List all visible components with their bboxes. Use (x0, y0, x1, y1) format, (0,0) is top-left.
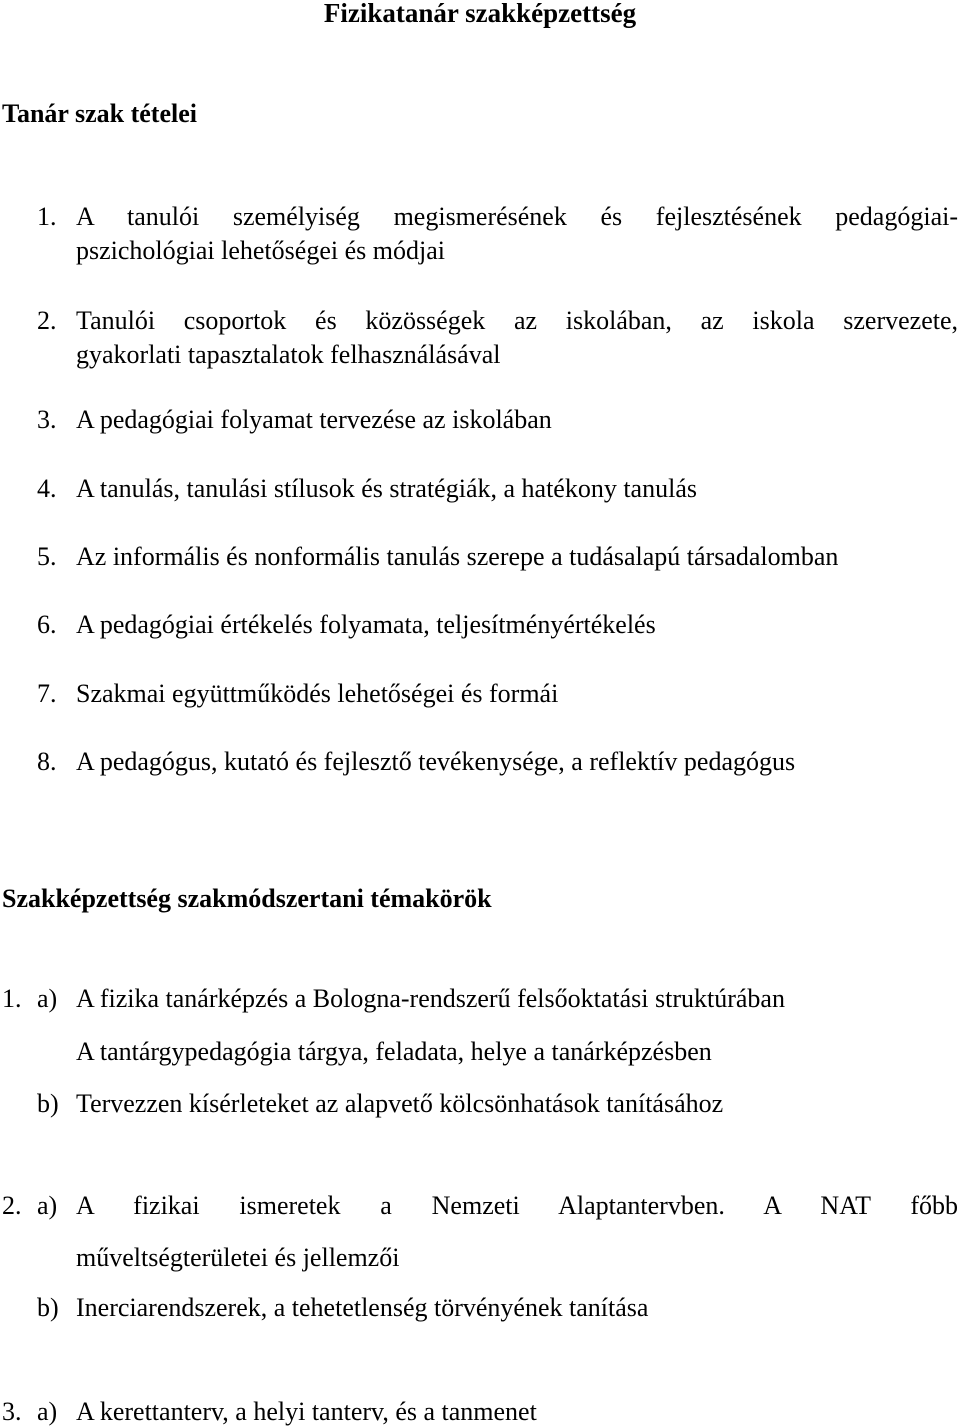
section-heading-tanar-szak: Tanár szak tételei (2, 99, 197, 128)
topic-part-text-continued: A tantárgypedagógia tárgya, feladata, helye a tanárképzésben (76, 1037, 712, 1066)
list-item-text: Tanulói csoportok és közösségek az iskolában, az iskola szervezete, (76, 306, 958, 335)
topic-part-label: b) (37, 1293, 59, 1322)
topic-part-text: A fizika tanárképzés a Bologna-rendszerű felsőoktatási struktúrában (76, 984, 785, 1013)
topic-part-label: a) (37, 984, 58, 1013)
list-item-number: 4. (37, 474, 57, 503)
list-item-text: A tanulás, tanulási stílusok és stratégiák, a hatékony tanulás (76, 474, 697, 503)
topic-part-text: A fizikai ismeretek a Nemzeti Alaptantervben. A NAT főbb (76, 1191, 958, 1220)
topic-number: 1. (2, 984, 22, 1013)
list-item-number: 5. (37, 542, 57, 571)
list-item-number: 1. (37, 202, 57, 231)
topic-part-text: Tervezzen kísérleteket az alapvető kölcsönhatások tanításához (76, 1089, 724, 1118)
topic-part-text-continued: műveltségterületei és jellemzői (76, 1243, 400, 1272)
page-title: Fizikatanár szakképzettség (323, 0, 637, 28)
list-item-text: A tanulói személyiség megismerésének és fejlesztésének pedagógiai- (76, 202, 958, 231)
topic-part-label: a) (37, 1397, 58, 1426)
topic-part-label: a) (37, 1191, 58, 1220)
topic-part-label: b) (37, 1089, 59, 1118)
list-item-number: 6. (37, 610, 57, 639)
list-item-text: Az informális és nonformális tanulás szerepe a tudásalapú társadalomban (76, 542, 839, 571)
list-item-text: A pedagógus, kutató és fejlesztő tevékenysége, a reflektív pedagógus (76, 747, 796, 776)
section-heading-szakmodszertan: Szakképzettség szakmódszertani témakörök (2, 884, 492, 913)
topic-number: 3. (2, 1397, 22, 1426)
list-item-text-continued: pszichológiai lehetőségei és módjai (76, 236, 445, 265)
list-item-number: 2. (37, 306, 57, 335)
topic-number: 2. (2, 1191, 22, 1220)
list-item-text: Szakmai együttműködés lehetőségei és formái (76, 679, 559, 708)
list-item-number: 3. (37, 405, 57, 434)
list-item-text: A pedagógiai értékelés folyamata, teljesítményértékelés (76, 610, 656, 639)
topic-part-text: Inerciarendszerek, a tehetetlenség törvényének tanítása (76, 1293, 649, 1322)
topic-part-text: A kerettanterv, a helyi tanterv, és a tanmenet (76, 1397, 537, 1426)
list-item-number: 8. (37, 747, 57, 776)
list-item-text-continued: gyakorlati tapasztalatok felhasználásával (76, 340, 501, 369)
list-item-text: A pedagógiai folyamat tervezése az iskolában (76, 405, 552, 434)
list-item-number: 7. (37, 679, 57, 708)
